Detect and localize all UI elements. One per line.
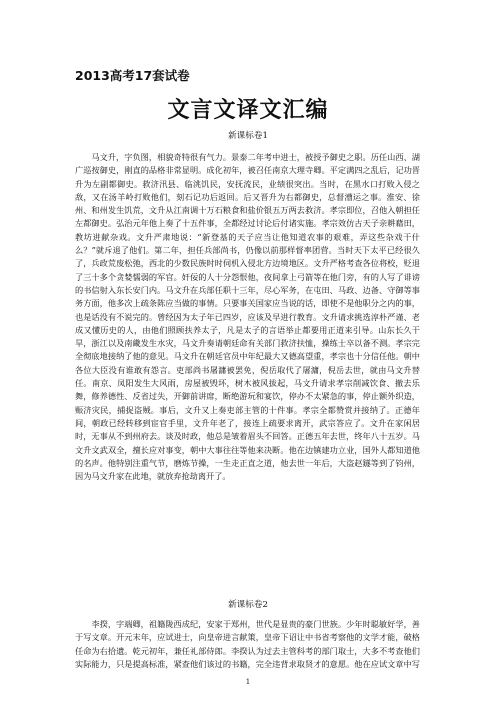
main-title: 文言文译文汇编 [167,97,329,123]
section-label-1: 新课标卷1 [228,131,268,141]
section-paragraph-2: 李揆，字端卿，祖籍陇西成纪，安家于郑州，世代是显贵的豪门世族。少年时聪敏好学，善于写文章。开元末年，应试进士，向皇帝进言献策，皇帝下诏让中书省考察他的文学才能，破格任命为右拾遗。乾元初年，兼任礼部侍郎。李揆认为过去主管科考的部门取士，大多不考查他们实际能力，只是提高标准，紧查他们该过的书籍，完全违背求取贤才的意愿。他在应试文章中写 [75,619,420,669]
header-title: 2013高考17套试卷 [75,68,190,83]
section-label-2: 新课标卷2 [228,600,268,610]
section-paragraph-1: 马文升，字负图，相貌奇特很有气力。景泰二年考中进士，被授予御史之职。历任山西、湖广巡按御史，刚直的品格非常显明。成化初年，被召任南京大理寺卿。平定满四之乱后，记功晋升为左副都御史。救济汛县、临洮饥民，安抚流民，业绩很突出。当时，在黑水口打败入侵之敌，又在汤羊岭打败他们，刻石记功后返回。后又晋升为右都御史，总督漕运之事。淮安、徐州、和州发生饥荒，文升从江南调十万石粮食和盐价银五万两去救济。孝宗即位，召他入朝担任左都御史。弘治元年他上奏了十五件事，全都经过讨论后付诸实施。孝宗效仿古天子亲耕藉田，教坊进献杂戏。文升严肃地说：“新登基的天子应当让他知道农事的艰难，弄这些杂戏干什么？”就斥退了他们。第二年，担任兵部尚书，仍像以前那样督率团营。当时天下太平已经很久了，兵政荒废松弛，西北的少数民族时时伺机入侵北方边境地区。文升严格考查各位将校，贬退了三十多个贪婪懦弱的军官。奸佞的人十分怨恨他，夜间拿上弓箭等在他门旁，有的人写了诽谤的书信射入东长安门内。马文升在兵部任职十三年，尽心军务，在屯田、马政、边备、守御等事务方面，他多次上疏条陈应当做的事情。只要事关国家应当说的话，即使不是他职分之内的事，也是话没有不说完的。曾经因为太子年已四岁，应该及早进行教育。文升请求挑选淳朴严谨、老成又懂历史的人，由他们照顾扶养太子，凡是太子的言语举止都要用正道来引导。山东长久干旱，浙江以及南畿发生水灾，马文升奏请朝廷命有关部门救济扶恤，操练士卒以备不测。孝宗完全彻底地接纳了他的意见。马文升在朝廷官员中年纪最大又德高望重，孝宗也十分信任他。朝中各位大臣没有谁敢有怨言。吏部尚书屠滽被罢免，倪岳取代了屠滽，倪岳去世，就由马文升替任。南京、凤阳发生大风雨，房屋被毁坏，树木被风拔起，马文升请求孝宗削减饮食、撤去乐舞，修养德性、反省过失，开御前讲席，断绝游玩和宴饮，停办不太紧急的事，停止额外织造，赈济灾民，捕捉盗贼。事后，文升又上奏吏部主管的十件事。孝宗全都赞赏并接纳了。正德年间，朝政已经转移到宦官手里，文升年老了，接连上疏要求离开，武宗答应了。文升在家闲居时，无事从不到州府去。谈及时政，他总是皱着眉头不回答。正德五年去世，终年八十五岁。马文升文武双全，擅长应对事变，朝中大事往往等他来决断。他在边镇建功立业，国外人都知道他的名声。他特别注重气节，磨炼节操，一生走正直之道，他去世一年后，大盗赵鐩等到了钧州，因为马文升家在此地，就放弃抢劫离开了。 [75,152,420,482]
page-number: 1 [245,678,251,686]
